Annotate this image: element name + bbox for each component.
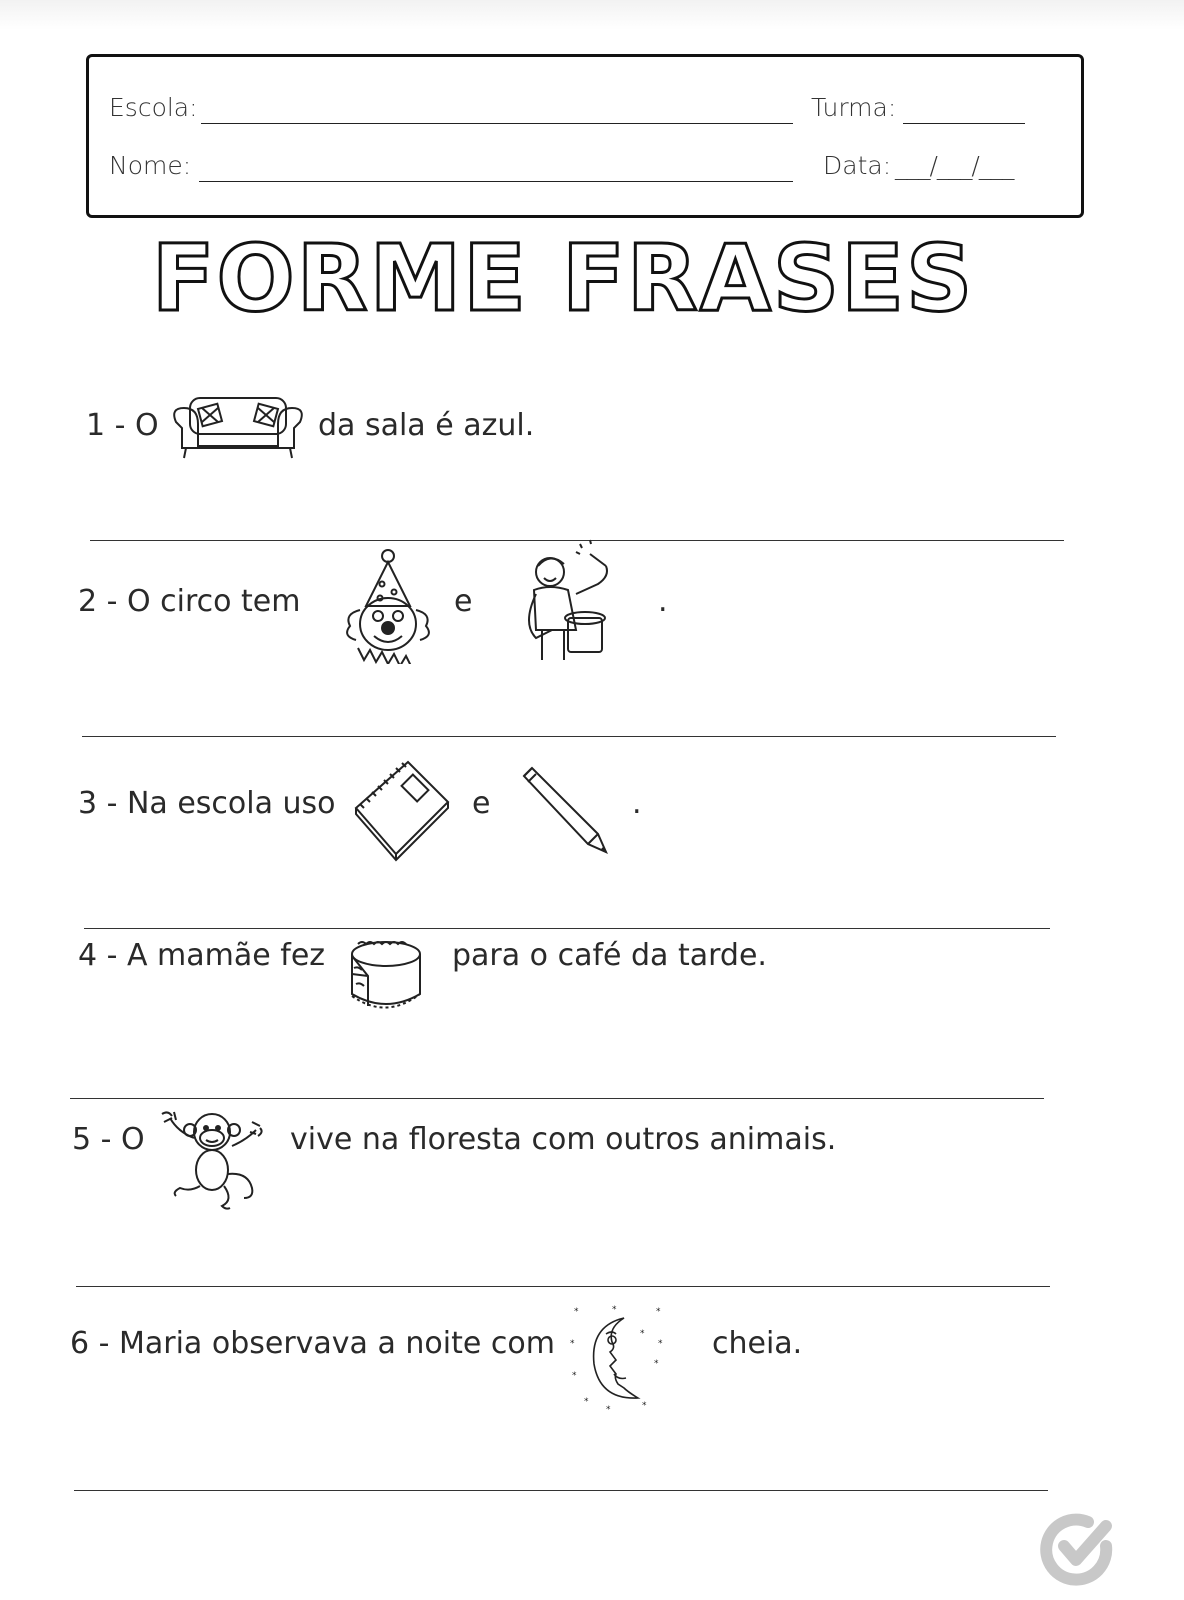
item-3-end: . <box>632 786 642 821</box>
svg-text:*: * <box>572 1371 577 1381</box>
answer-line-5[interactable] <box>76 1286 1050 1287</box>
magician-icon <box>520 538 624 664</box>
svg-text:*: * <box>612 1305 617 1315</box>
svg-text:*: * <box>654 1359 659 1369</box>
sofa-icon <box>170 392 306 462</box>
answer-line-3[interactable] <box>84 928 1050 929</box>
notebook-icon <box>350 758 452 862</box>
answer-line-2[interactable] <box>82 736 1056 737</box>
page-title <box>0 232 1184 332</box>
header-box <box>86 54 1084 218</box>
title-text: FORME FRASES <box>151 232 975 332</box>
cake-icon <box>346 938 426 1012</box>
svg-text:*: * <box>642 1401 647 1411</box>
svg-text:*: * <box>656 1307 661 1317</box>
page-top-shadow <box>0 0 1184 30</box>
svg-text:*: * <box>574 1307 579 1317</box>
school-label: Escola: <box>109 93 198 122</box>
svg-text:*: * <box>584 1397 589 1407</box>
svg-text:*: * <box>570 1339 575 1349</box>
item-4-after: para o café da tarde. <box>452 938 767 973</box>
item-6-prefix: 6 - Maria observava a noite com <box>70 1326 555 1361</box>
school-field[interactable] <box>201 123 793 124</box>
date-field[interactable]: ___/___/___ <box>895 151 1014 180</box>
item-1-after: da sala é azul. <box>318 408 535 443</box>
item-2-prefix: 2 - O circo tem <box>78 584 301 619</box>
name-label: Nome: <box>109 151 192 180</box>
svg-text:*: * <box>606 1405 611 1415</box>
item-2-middle: e <box>454 584 473 619</box>
item-6-after: cheia. <box>712 1326 803 1361</box>
item-3-middle: e <box>472 786 491 821</box>
clown-icon <box>338 548 436 664</box>
moon-icon <box>566 1304 670 1416</box>
monkey-icon <box>156 1108 268 1214</box>
name-field[interactable] <box>199 181 793 182</box>
class-field[interactable] <box>903 123 1025 124</box>
svg-text:*: * <box>658 1339 663 1349</box>
date-label: Data: <box>823 151 892 180</box>
pencil-icon <box>520 766 610 856</box>
item-2-end: . <box>658 584 668 619</box>
item-5-prefix: 5 - O <box>72 1122 145 1157</box>
item-1-prefix: 1 - O <box>86 408 159 443</box>
svg-text:*: * <box>640 1329 645 1339</box>
item-3-prefix: 3 - Na escola uso <box>78 786 336 821</box>
class-label: Turma: <box>811 93 897 122</box>
item-4-prefix: 4 - A mamãe fez <box>78 938 326 973</box>
answer-line-6[interactable] <box>74 1490 1048 1491</box>
item-5-after: vive na floresta com outros animais. <box>290 1122 837 1157</box>
answer-line-4[interactable] <box>70 1098 1044 1099</box>
checkmark-logo-icon <box>1040 1512 1114 1590</box>
